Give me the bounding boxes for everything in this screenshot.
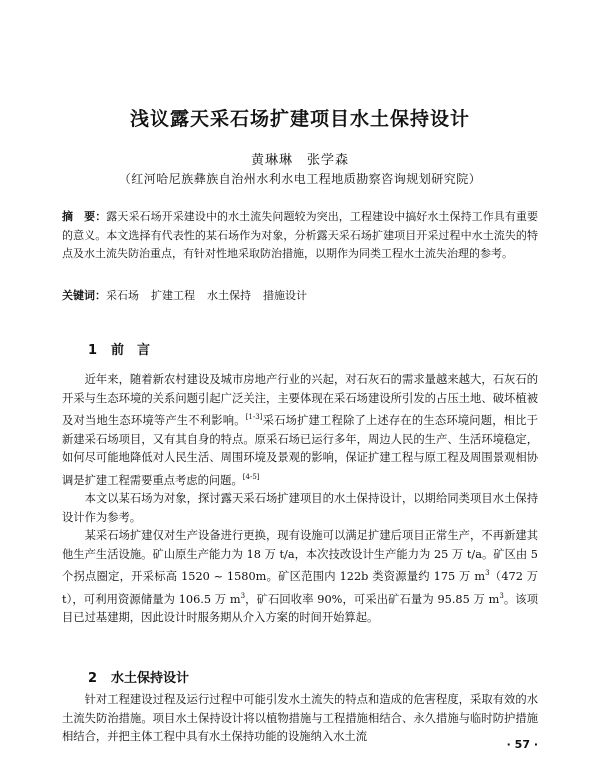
section-2-title: 水土保持设计 — [111, 671, 190, 686]
paragraph-text: 采石场扩建工程除了上述存在的生态环境问题，相比于新建采石场项目，又有其自身的特点。原采石场已运行多年，周边人民的生产、生活环境稳定，如何尽可能地降低对人民生活、周围环境及景观的影响，保证扩建工程与原工程及周围景观相协调是扩建工程需要重点考虑的问题。 — [62, 413, 538, 487]
superscript: 3 — [240, 591, 246, 600]
abstract-text: 露天采石场开采建设中的水土流失问题较为突出，工程建设中搞好水土保持工作具有重要的意义。本文选择有代表性的某石场作为对象，分析露天采石场扩建项目开采过程中水土流失的特点及水土流失防治重点，有针对性地采取防治措施，以期作为同类工程水土流失治理的参考。 — [62, 210, 539, 260]
paragraph-text: ，矿石回收率 90%，可采出矿石量为 95.85 万 m — [245, 592, 500, 606]
section-2-heading — [88, 667, 189, 686]
citation: [4-5] — [242, 472, 260, 481]
page-number: · 57 · — [506, 738, 538, 751]
section-1-title: 前 言 — [111, 343, 151, 358]
paragraph — [62, 527, 538, 628]
abstract — [62, 208, 538, 264]
keyword-item: 扩建工程 — [151, 289, 195, 302]
abstract-label: 摘 要： — [62, 210, 107, 223]
superscript: 3 — [485, 569, 490, 578]
section-2-number: 2 — [88, 671, 98, 686]
section-1-number: 1 — [88, 343, 98, 358]
paragraph-text: 某采石场扩建仅对生产设备进行更换，现有设施可以满足扩建后项目正常生产，不再新建其他生产生活设施。矿山原生产能力为 18 万 t/a，本次技改设计生产能力为 25 万 t/a。矿区由 5 个拐点圈定，开采标高 1520 ~ 1580m。矿区范围内 122b 类资源量约 175 万 m — [62, 529, 538, 584]
keyword-item: 措施设计 — [263, 289, 307, 302]
paragraph — [62, 371, 538, 490]
paragraph-text: （472 万 t），可利用资源储量为 106.5 万 m — [62, 570, 538, 606]
paper-title: 浅议露天采石场扩建项目水土保持设计 — [129, 108, 470, 130]
affiliation: （红河哈尼族彝族自治州水利水电工程地质勘察咨询规划研究院） — [118, 172, 482, 186]
paragraph-text: 。该项目已过基建期，因此设计时服务期从介入方案的时间开始算起。 — [62, 592, 538, 625]
keywords-label: 关键词： — [62, 289, 106, 302]
superscript: 3 — [499, 591, 504, 600]
keywords — [62, 287, 538, 305]
section-1-body — [62, 371, 538, 628]
keyword-item: 采石场 — [106, 289, 139, 302]
paragraph: 针对工程建设过程及运行过程中可能引发水土流失的特点和造成的危害程度，采取有效的水土流失防治措施。项目水土保持设计将以植物措施与工程措施相结合、永久措施与临时防护措施相结合，并把主体工程中具有水土保持功能的设施纳入水土流 — [62, 693, 538, 744]
authors: 黄琳琳 张学森 — [250, 153, 349, 168]
section-1-heading — [88, 339, 150, 358]
citation: [1-3] — [245, 413, 263, 422]
keyword-item: 水土保持 — [207, 289, 251, 302]
section-2-body — [62, 691, 538, 747]
paragraph: 本文以某石场为对象，探讨露天采石场扩建项目的水土保持设计，以期给同类项目水土保持设计作为参考。 — [62, 492, 538, 524]
paragraph-text: 近年来，随着新农村建设及城市房地产行业的兴起，对石灰石的需求量越来越大，石灰石的开采与生态环境的关系问题引起广泛关注，主要体现在采石场建设所引发的占压土地、破坏植被及对当地生态环境等产生不利影响。 — [62, 373, 538, 427]
